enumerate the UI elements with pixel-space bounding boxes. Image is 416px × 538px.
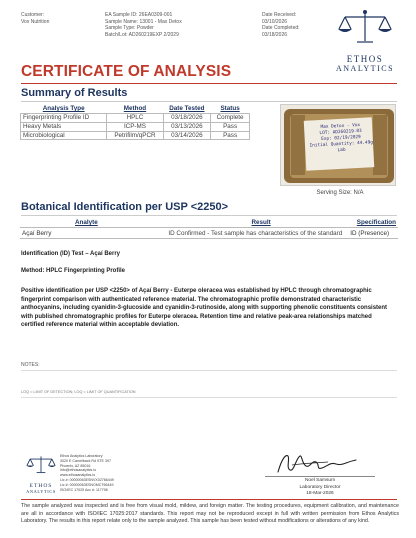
logo-name: ETHOS bbox=[346, 54, 384, 64]
sample-photo bbox=[280, 104, 396, 186]
botanical-header-row bbox=[20, 219, 398, 228]
result-cell: ID Confirmed - Test sample has characteristics of the standard bbox=[140, 228, 344, 239]
title-divider bbox=[21, 83, 397, 84]
sample-info-block bbox=[105, 12, 182, 38]
summary-table bbox=[20, 105, 250, 140]
legend-divider bbox=[21, 397, 397, 398]
date-completed: 03/18/2026 bbox=[262, 31, 288, 38]
lab-line: ISO/IEC 17025 Acc #: 117798 bbox=[60, 487, 108, 492]
date-received-label: Date Received: bbox=[262, 12, 297, 18]
sample-label-line: Lab bbox=[337, 147, 346, 154]
summary-divider bbox=[21, 101, 397, 102]
table-cell: HPLC bbox=[107, 114, 163, 123]
column-header: Status bbox=[220, 105, 240, 112]
sample-label bbox=[308, 122, 373, 155]
dates-block bbox=[262, 12, 300, 38]
column-header: Method bbox=[123, 105, 147, 112]
sample-label-line: Exp: 02/19/2029 bbox=[321, 134, 361, 143]
table-row bbox=[21, 114, 250, 123]
sample-name: Sample Name: 13001 - Max Detox bbox=[105, 18, 182, 25]
id-test-label: Identification (ID) Test – Açaí Berry bbox=[21, 251, 121, 257]
ethos-logo bbox=[330, 8, 400, 73]
customer-value: Vox Nutrition bbox=[21, 18, 50, 25]
column-header: Specification bbox=[356, 219, 396, 226]
table-cell: Fingerprinting Profile ID bbox=[21, 114, 107, 123]
notes-divider bbox=[21, 370, 397, 371]
column-header: Date Tested bbox=[169, 105, 205, 112]
identification-paragraph bbox=[21, 287, 393, 330]
footer-logo bbox=[22, 452, 60, 496]
lab-line: Phoenix, AZ 85016 bbox=[60, 463, 91, 468]
signer-name: Noel Samsum bbox=[304, 478, 336, 483]
table-cell: Petrifilm/qPCR bbox=[107, 131, 163, 140]
lab-line: Lic #: 00000063ESNVX02766449 bbox=[60, 477, 114, 482]
lab-line: info@ethosanalytics.io bbox=[60, 468, 97, 473]
date-completed-label: Date Completed: bbox=[262, 25, 300, 31]
signed-date: 18-Mar-2026 bbox=[306, 491, 334, 496]
botanical-heading: Botanical Identification per USP <2250> bbox=[21, 201, 229, 213]
summary-header-row bbox=[21, 105, 250, 114]
table-row bbox=[21, 131, 250, 140]
lab-line: www.ethosanalytics.io bbox=[60, 473, 96, 478]
paragraph-bold: Positive identification per USP <2250> of Açaí Berry - Euterpe oleracea was established by HPLC through chromatographic fingerprint comparison with authenticated reference material. bbox=[21, 288, 372, 303]
column-header: Analyte bbox=[75, 219, 98, 226]
sample-type: Sample Type: Powder bbox=[105, 25, 154, 31]
signature-line bbox=[265, 476, 375, 477]
customer-label: Customer: bbox=[21, 12, 45, 18]
table-row bbox=[21, 122, 250, 131]
column-header: Analysis Type bbox=[42, 105, 85, 112]
lab-line: 3020 E Camelback Rd STE 397 bbox=[60, 458, 111, 463]
table-cell: Pass bbox=[211, 131, 250, 140]
sample-label-line: LOT: AD260219-03 bbox=[319, 128, 362, 137]
table-cell: Heavy Metals bbox=[21, 122, 107, 131]
page-title: CERTIFICATE OF ANALYSIS bbox=[21, 63, 232, 80]
lab-line: Lic #: 00000063ESNOMCT66449 bbox=[60, 482, 114, 487]
table-row bbox=[20, 228, 398, 239]
batch-lot: Batch/Lot: AD260219EXP 2/2029 bbox=[105, 31, 179, 38]
table-cell: Microbiological bbox=[21, 131, 107, 140]
paragraph-rest: The chromatographic profile demonstrated characteristic anthocyanins, including cyanidin-3-glucoside and cyanidin-3-rutinoside, along with supporting phenolic constituents consistent with published chromatographic profiles for Euterpe oleracea. Retention time and relative peak-area relationships matched certified reference material within acceptable deviation. bbox=[21, 296, 388, 329]
scales-icon bbox=[22, 452, 60, 478]
analyte-cell: Açaí Berry bbox=[20, 228, 140, 239]
signature-image bbox=[272, 450, 362, 476]
table-cell: ICP-MS bbox=[107, 122, 163, 131]
table-cell: 03/18/2026 bbox=[163, 114, 211, 123]
customer-block bbox=[21, 12, 49, 25]
sample-label-line: Initial Quantity: 44.49g bbox=[309, 140, 374, 149]
footer-divider bbox=[21, 499, 397, 500]
notes-label: NOTES: bbox=[21, 362, 40, 368]
lab-address-block bbox=[60, 454, 114, 492]
logo-sub: ANALYTICS bbox=[335, 64, 395, 73]
disclaimer: The sample analyzed was inspected and is free from visual mold, mildew, and foreign matter. The testing procedures, equipment calibration, and maintenance are all in accordance with ISO/IEC 17025:2017 standards. This report may not be reproduced except in full with written permission from Ethos Analytics Laboratory. The results in this report relate only to the sample analyzed. This sample has been tested without modifications or alterations of any kind. bbox=[21, 503, 399, 525]
signer-title: Laboratory Director bbox=[299, 484, 341, 490]
date-received: 03/10/2026 bbox=[262, 18, 288, 25]
footer-logo-sub: ANALYTICS bbox=[26, 489, 56, 494]
method-label: Method: HPLC Fingerprinting Profile bbox=[21, 268, 125, 274]
table-cell: Pass bbox=[211, 122, 250, 131]
table-cell: 03/13/2026 bbox=[163, 122, 211, 131]
table-cell: 03/14/2026 bbox=[163, 131, 211, 140]
signer-block bbox=[265, 478, 375, 498]
footer-logo-name: ETHOS bbox=[29, 483, 53, 489]
scales-icon bbox=[330, 8, 400, 48]
table-cell: Complete bbox=[211, 114, 250, 123]
botanical-table bbox=[20, 219, 398, 239]
loq-legend: LOQ = LIMIT OF DETECTION; LOQ = LIMIT OF QUANTIFICATION bbox=[21, 390, 136, 394]
summary-heading: Summary of Results bbox=[21, 87, 128, 99]
lab-line: Ethos Analytics Laboratory bbox=[60, 454, 103, 458]
serving-size: Serving Size: N/A bbox=[316, 190, 364, 196]
sample-id: EA Sample ID: 26EA0309-001 bbox=[105, 12, 173, 18]
specification-cell: ID (Presence) bbox=[344, 228, 398, 239]
botanical-divider bbox=[21, 215, 397, 216]
sample-label-line: Max Detox - Vox bbox=[320, 122, 361, 131]
column-header: Result bbox=[251, 219, 271, 226]
